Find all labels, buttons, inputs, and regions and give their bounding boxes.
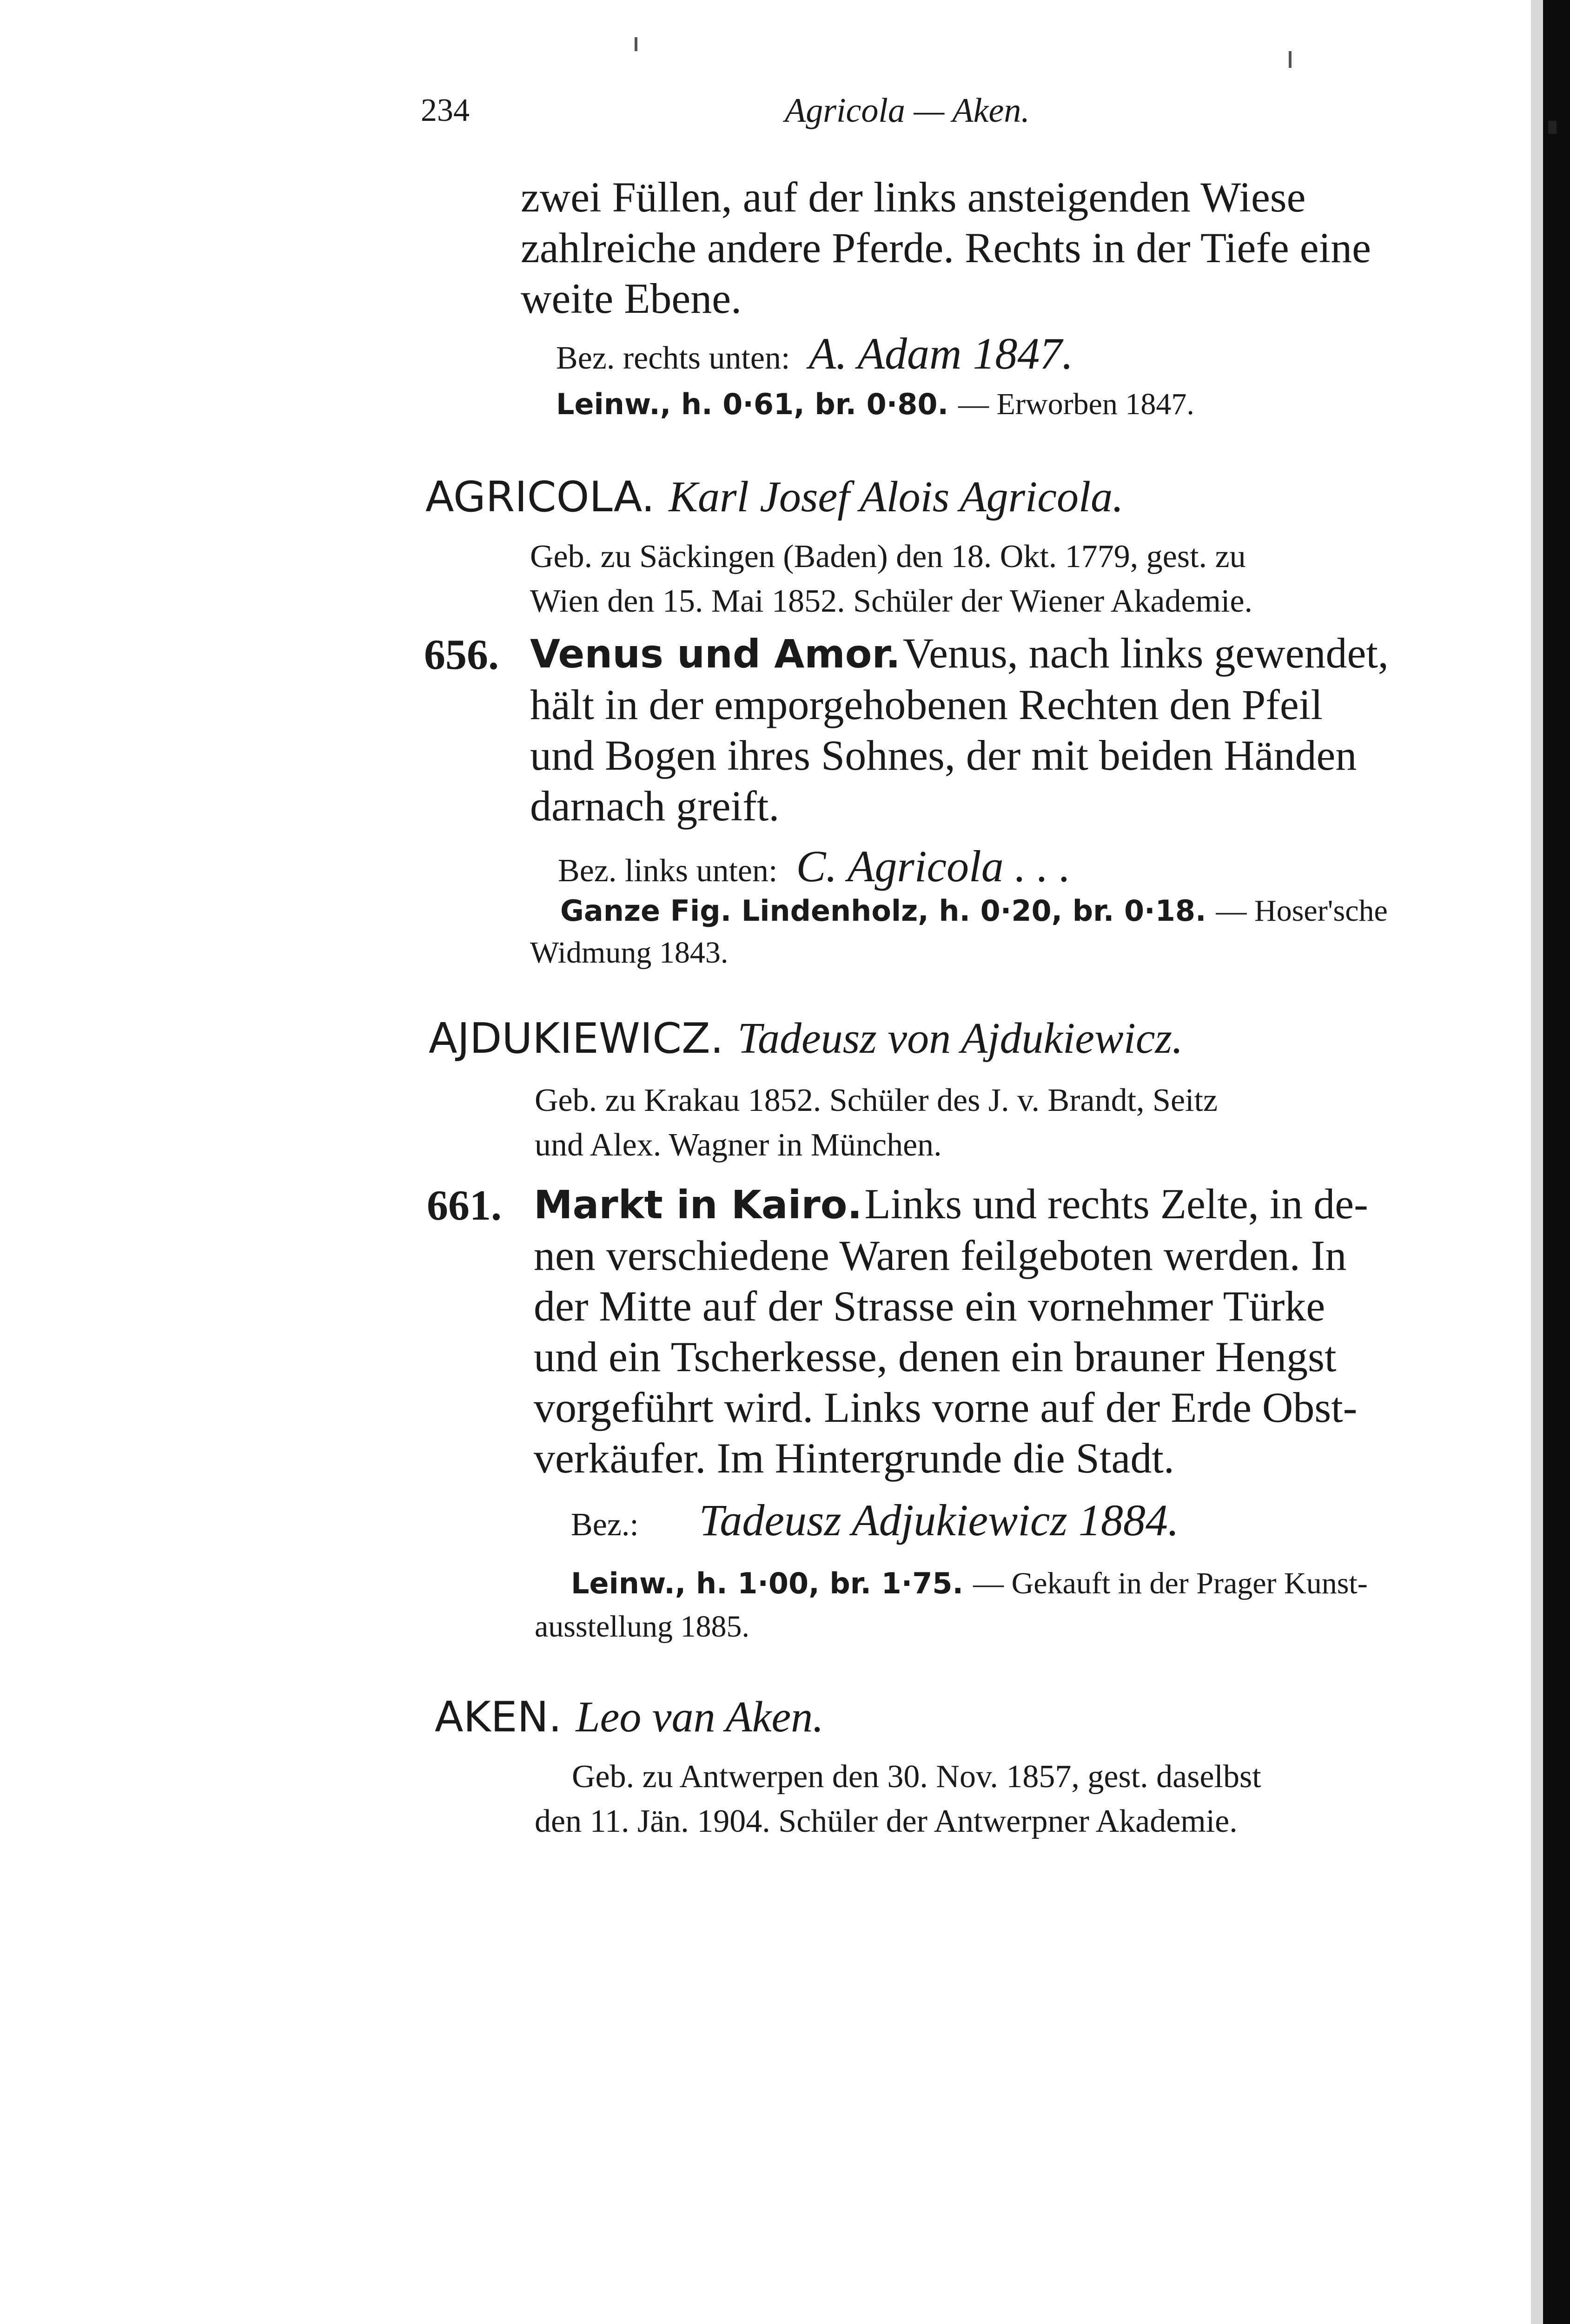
artist-fullname: Karl Josef Alois Agricola.	[669, 473, 1124, 521]
running-title: Agricola — Aken.	[785, 92, 1030, 130]
catalog-number: 656.	[424, 631, 499, 678]
scan-speck	[635, 37, 637, 51]
artist-name: AJDUKIEWICZ.	[429, 1014, 724, 1063]
artist-bio-ajdukiewicz	[535, 1078, 1434, 1168]
signature-text: C. Agricola . . .	[796, 841, 1071, 891]
artist-name: AGRICOLA.	[425, 473, 655, 522]
artist-bio-agricola	[530, 535, 1432, 624]
spec-line-continued: ausstellung 1885.	[535, 1610, 749, 1644]
work-heading	[530, 628, 1389, 678]
spec-line	[571, 1565, 1368, 1601]
bio-line: Geb. zu Antwerpen den 30. Nov. 1857, gest. daselbst	[572, 1759, 1261, 1795]
signature-label: Bez.:	[571, 1507, 639, 1543]
work-description-first: Links und rechts Zelte, in de-	[864, 1180, 1368, 1228]
work-title: Markt in Kairo.	[534, 1182, 862, 1228]
text-line: weite Ebene.	[521, 275, 742, 322]
artist-heading-agricola	[425, 472, 1124, 522]
spec-provenance: — Erworben 1847.	[958, 387, 1194, 421]
scan-speck	[1289, 51, 1292, 68]
signature-text: A. Adam 1847.	[808, 329, 1073, 378]
artist-heading-ajdukiewicz	[429, 1013, 1183, 1063]
spec-provenance: — Hoser'sche	[1216, 894, 1388, 928]
work-heading	[534, 1179, 1368, 1228]
bio-line: Geb. zu Krakau 1852. Schüler des J. v. Brandt, Seitz	[535, 1083, 1218, 1118]
work-description	[534, 1230, 1436, 1484]
artist-bio-aken	[535, 1755, 1434, 1844]
text-line: vorgeführt wird. Links vorne auf der Erde Obst-	[534, 1384, 1358, 1431]
spec-line	[560, 892, 1388, 929]
bio-line: den 11. Jän. 1904. Schüler der Antwerpner Akademie.	[535, 1803, 1238, 1839]
continuation-text	[521, 172, 1427, 324]
signature-text: Tadeusz Adjukiewicz 1884.	[699, 1495, 1179, 1545]
text-line: der Mitte auf der Strasse ein vornehmer Türke	[534, 1282, 1325, 1330]
spec-dimensions: Leinw., h. 0·61, br. 0·80.	[556, 387, 949, 421]
bio-line: Geb. zu Säckingen (Baden) den 18. Okt. 1779, gest. zu	[530, 539, 1246, 574]
text-line: hält in der emporgehobenen Rechten den Pfeil	[530, 681, 1323, 728]
signature-line	[556, 328, 1073, 379]
artist-fullname: Leo van Aken.	[576, 1693, 824, 1741]
signature-label: Bez. rechts unten:	[556, 340, 790, 376]
artist-fullname: Tadeusz von Ajdukiewicz.	[737, 1014, 1183, 1063]
text-line: und ein Tscherkesse, denen ein brauner Hengst	[534, 1333, 1337, 1380]
text-line: zwei Füllen, auf der links ansteigenden Wiese	[521, 173, 1306, 221]
spec-line-continued: Widmung 1843.	[530, 936, 729, 970]
text-line: verkäufer. Im Hintergrunde die Stadt.	[534, 1434, 1174, 1482]
work-description-first: Venus, nach links gewendet,	[902, 629, 1389, 677]
text-line: darnach greift.	[530, 782, 780, 830]
signature-line	[558, 840, 1071, 892]
page-number: 234	[421, 92, 470, 128]
text-line: nen verschiedene Waren feilgeboten werden. In	[534, 1232, 1347, 1279]
work-title: Venus und Amor.	[530, 631, 901, 677]
work-description	[530, 680, 1432, 832]
page-edge	[1543, 0, 1570, 2324]
text-line: und Bogen ihres Sohnes, der mit beiden Händen	[530, 732, 1357, 779]
artist-name: AKEN.	[435, 1693, 562, 1742]
page-edge-shadow	[1531, 0, 1543, 2324]
spec-line	[556, 386, 1194, 422]
spec-dimensions: Leinw., h. 1·00, br. 1·75.	[571, 1566, 964, 1600]
bio-line: und Alex. Wagner in München.	[535, 1127, 942, 1163]
spec-dimensions: Ganze Fig. Lindenholz, h. 0·20, br. 0·18.	[560, 894, 1206, 928]
catalog-number: 661.	[427, 1182, 502, 1229]
spec-provenance: — Gekauft in der Prager Kunst-	[973, 1566, 1368, 1600]
artist-heading-aken	[435, 1692, 824, 1742]
signature-label: Bez. links unten:	[558, 853, 778, 889]
bio-line: Wien den 15. Mai 1852. Schüler der Wiener Akademie.	[530, 583, 1253, 619]
text-line: zahlreiche andere Pferde. Rechts in der Tiefe eine	[521, 224, 1371, 271]
signature-line	[571, 1494, 1179, 1546]
scan-speck	[1548, 121, 1557, 134]
